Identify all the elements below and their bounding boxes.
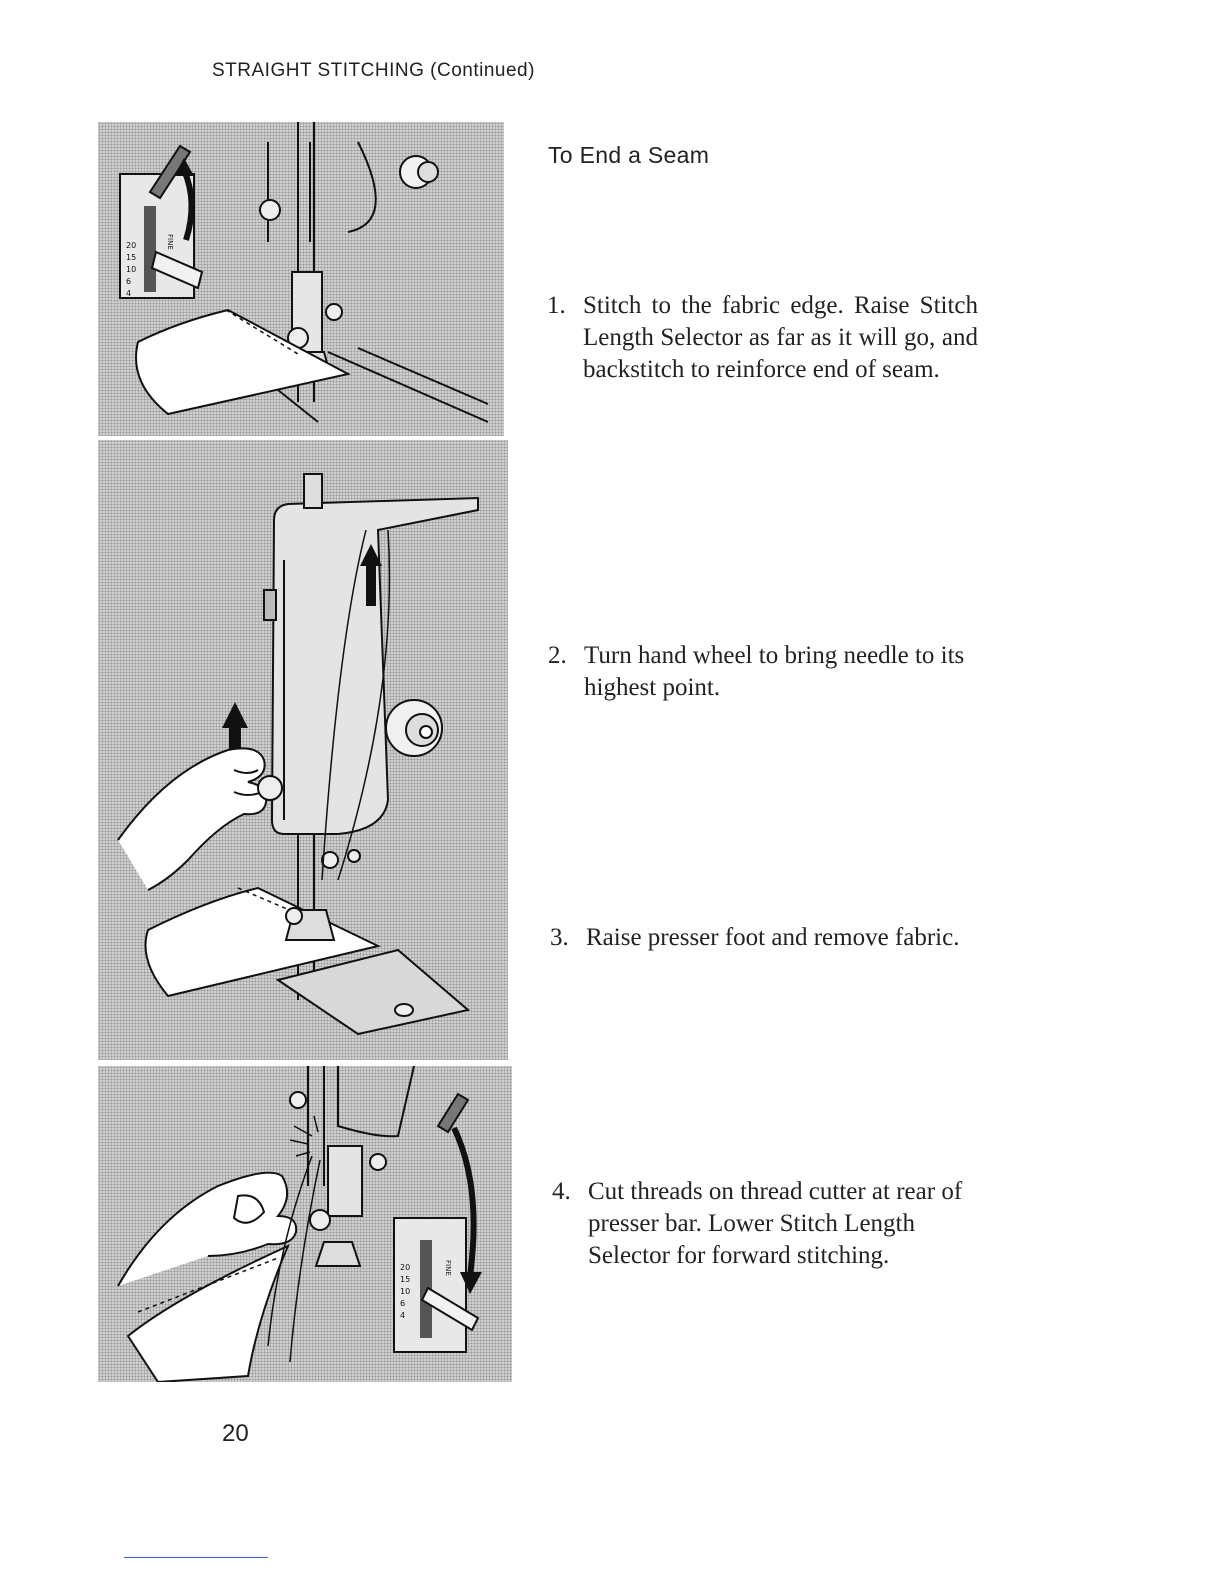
- step-number: 4.: [552, 1178, 571, 1205]
- footer-rule: [124, 1557, 268, 1558]
- selector-number: 10: [126, 265, 137, 274]
- presser-foot: [316, 1242, 360, 1266]
- selector-number: 6: [126, 277, 132, 286]
- step-text: Turn hand wheel to bring needle to its highest point.: [584, 642, 965, 701]
- step-number: 2.: [548, 642, 567, 669]
- cut-threads-illustration: [98, 1066, 512, 1382]
- selector-number: 4: [400, 1311, 406, 1320]
- selector-number: 4: [126, 289, 132, 298]
- step-number: 3.: [550, 924, 569, 951]
- selector-number: 6: [400, 1299, 406, 1308]
- raise-stitch-length-selector-illustration: [98, 122, 504, 436]
- selector-number: 20: [126, 241, 137, 250]
- selector-number: 15: [126, 253, 137, 262]
- selector-mark: FINE: [166, 234, 174, 250]
- selector-number: 15: [400, 1275, 411, 1284]
- step-text: Stitch to the fabric edge. Raise Stitch Length Selector as far as it will go, and backstitch to reinforce end of seam.: [583, 292, 978, 383]
- step-number: 1.: [547, 292, 566, 319]
- page-number: 20: [222, 1420, 249, 1447]
- hand: [118, 748, 266, 890]
- turn-hand-wheel-illustration: [98, 440, 508, 1060]
- machine-head: [272, 498, 478, 834]
- selector-number: 20: [400, 1263, 411, 1272]
- thread-cutter-burst: [290, 1116, 318, 1156]
- section-title: To End a Seam: [548, 142, 710, 168]
- running-head: STRAIGHT STITCHING (Continued): [212, 60, 535, 81]
- selector-number: 10: [400, 1287, 411, 1296]
- selector-mark: FINE: [444, 1260, 452, 1276]
- step-text: Cut threads on thread cutter at rear of presser bar. Lower Stitch Length Selector for forward stitching.: [588, 1178, 963, 1269]
- step-text: Raise presser foot and remove fabric.: [586, 924, 960, 951]
- needle-up-arrow-icon: [366, 562, 376, 606]
